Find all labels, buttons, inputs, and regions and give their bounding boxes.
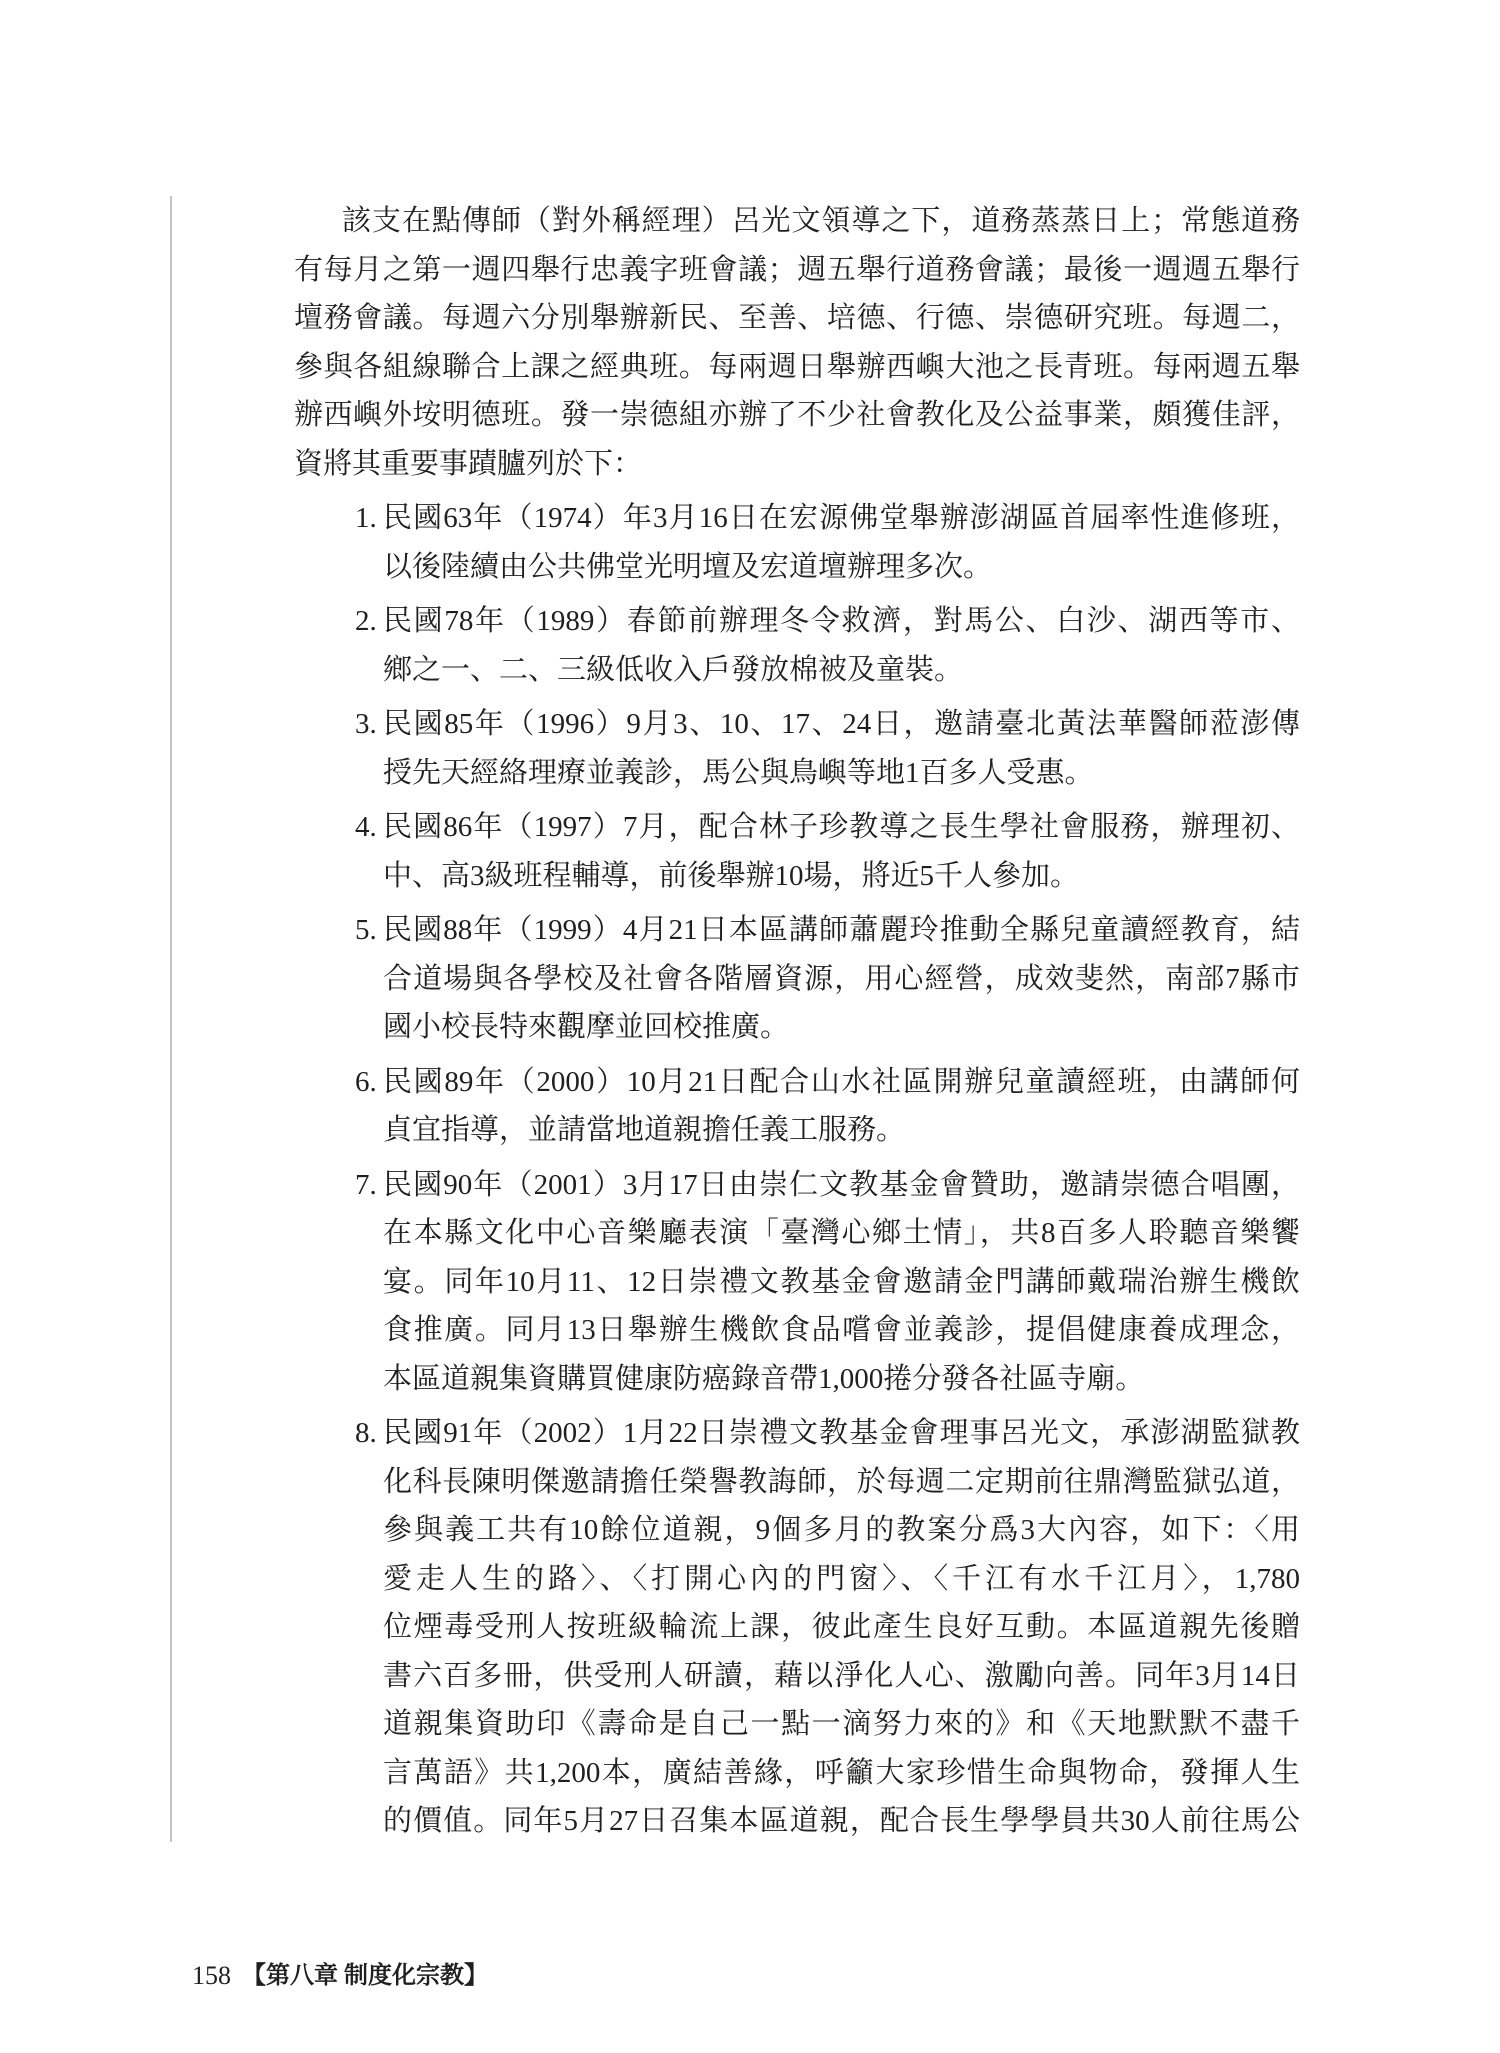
- list-item-line: 民國89年（2000）10月21日配合山水社區開辦兒童讀經班，由講師何: [383, 1065, 1300, 1098]
- list-item-line: 民國86年（1997）7月，配合林子珍教導之長生學社會服務，辦理初、: [383, 811, 1300, 843]
- list-item-line: 民國91年（2002）1月22日崇禮文教基金會理事呂光文，承澎湖監獄教: [383, 1417, 1300, 1449]
- list-item-line: 言萬語》共1,200本，廣結善緣，呼籲大家珍惜生命與物命，發揮人生: [383, 1756, 1300, 1789]
- paragraph-line: 資將其重要事蹟臚列於下：: [294, 447, 643, 480]
- list-item-number: 1.: [355, 502, 377, 534]
- list-item-line: 中、高3級班程輔導，前後舉辦10場，將近5千人參加。: [383, 859, 1080, 892]
- list-item-line: 參與義工共有10餘位道親，9個多月的教案分爲3大內容，如下：〈用: [383, 1514, 1300, 1546]
- paragraph-line: 參與各組線聯合上課之經典班。每兩週日舉辦西嶼大池之長青班。每兩週五舉: [294, 350, 1300, 383]
- list-item-line: 國小校長特來觀摩並回校推廣。: [383, 1011, 790, 1043]
- list-item: [294, 494, 1300, 591]
- list-item-number: 6.: [355, 1065, 377, 1098]
- list-item-line: 食推廣。同月13日舉辦生機飲食品嚐會並義診，提倡健康養成理念，: [383, 1314, 1300, 1346]
- page-number: 158: [192, 1961, 231, 1990]
- list-item-number: 3.: [355, 708, 377, 740]
- list-item-line: 民國88年（1999）4月21日本區講師蕭麗玲推動全縣兒童讀經教育，結: [383, 914, 1300, 946]
- list-item: [294, 803, 1300, 900]
- list-item-line: 民國90年（2001）3月17日由崇仁文教基金會贊助，邀請崇德合唱團，: [383, 1168, 1300, 1201]
- list-item-line: 在本縣文化中心音樂廳表演「臺灣心鄉土情」，共8百多人聆聽音樂饗: [383, 1217, 1300, 1249]
- list-item-number: 2.: [355, 605, 377, 637]
- list-item-number: 8.: [355, 1417, 377, 1449]
- list-item-line: 以後陸續由公共佛堂光明壇及宏道壇辦理多次。: [383, 550, 993, 583]
- list-item-line: 位煙毒受刑人按班級輪流上課，彼此產生良好互動。本區道親先後贈: [383, 1611, 1300, 1643]
- page-body: [294, 197, 1300, 1846]
- list-item: [294, 1409, 1300, 1846]
- list-item-line: 的價值。同年5月27日召集本區道親，配合長生學學員共30人前往馬公: [383, 1805, 1300, 1837]
- paragraph-line: 辦西嶼外垵明德班。發一崇德組亦辦了不少社會教化及公益事業，頗獲佳評，: [294, 399, 1300, 431]
- list-item-line: 授先天經絡理療並義診，馬公與鳥嶼等地1百多人受惠。: [383, 756, 1094, 789]
- paragraph-line: 壇務會議。每週六分別舉辦新民、至善、培德、行德、崇德研究班。每週二，: [294, 302, 1300, 334]
- list-item-line: 書六百多冊，供受刑人研讀，藉以淨化人心、激勵向善。同年3月14日: [383, 1659, 1300, 1692]
- list-item-number: 7.: [355, 1168, 377, 1201]
- running-chapter-title: 【第八章 制度化宗教】: [242, 1963, 488, 1989]
- list-item-number: 5.: [355, 914, 377, 946]
- list-item-line: 民國85年（1996）9月3、10、17、24日，邀請臺北黃法華醫師蒞澎傳: [383, 708, 1300, 740]
- list-item-line: 民國78年（1989）春節前辦理冬令救濟，對馬公、白沙、湖西等市、: [383, 605, 1300, 637]
- paragraph-line: 該支在點傳師（對外稱經理）呂光文領導之下，道務蒸蒸日上；常態道務: [342, 205, 1300, 237]
- list-item: [294, 1058, 1300, 1155]
- intro-paragraph: [294, 197, 1300, 488]
- list-item-line: 貞宜指導，並請當地道親擔任義工服務。: [383, 1114, 906, 1146]
- list-item-number: 4.: [355, 811, 377, 843]
- list-item-line: 道親集資助印《壽命是自己一點一滴努力來的》和《天地默默不盡千: [383, 1708, 1300, 1740]
- list-item: [294, 906, 1300, 1052]
- margin-rule: [170, 196, 172, 1842]
- list-item: [294, 597, 1300, 694]
- list-item-line: 宴。同年10月11、12日崇禮文教基金會邀請金門講師戴瑞治辦生機飲: [383, 1265, 1300, 1298]
- list-item-line: 合道場與各學校及社會各階層資源，用心經營，成效斐然，南部7縣市: [383, 962, 1300, 995]
- list-item-line: 化科長陳明傑邀請擔任榮譽教誨師，於每週二定期前往鼎灣監獄弘道，: [383, 1465, 1300, 1498]
- list-item: [294, 700, 1300, 797]
- list-item-line: 本區道親集資購買健康防癌錄音帶1,000捲分發各社區寺廟。: [383, 1362, 1145, 1395]
- list-item: [294, 1161, 1300, 1404]
- list-item-line: 民國63年（1974）年3月16日在宏源佛堂舉辦澎湖區首屆率性進修班，: [383, 502, 1300, 534]
- list-item-line: 愛走人生的路〉、〈打開心內的門窗〉、〈千江有水千江月〉，1,780: [383, 1562, 1300, 1595]
- list-item-line: 鄉之一、二、三級低收入戶發放棉被及童裝。: [383, 653, 964, 686]
- paragraph-line: 有每月之第一週四舉行忠義字班會議；週五舉行道務會議；最後一週週五舉行: [294, 253, 1300, 286]
- page-footer: [192, 1961, 488, 1991]
